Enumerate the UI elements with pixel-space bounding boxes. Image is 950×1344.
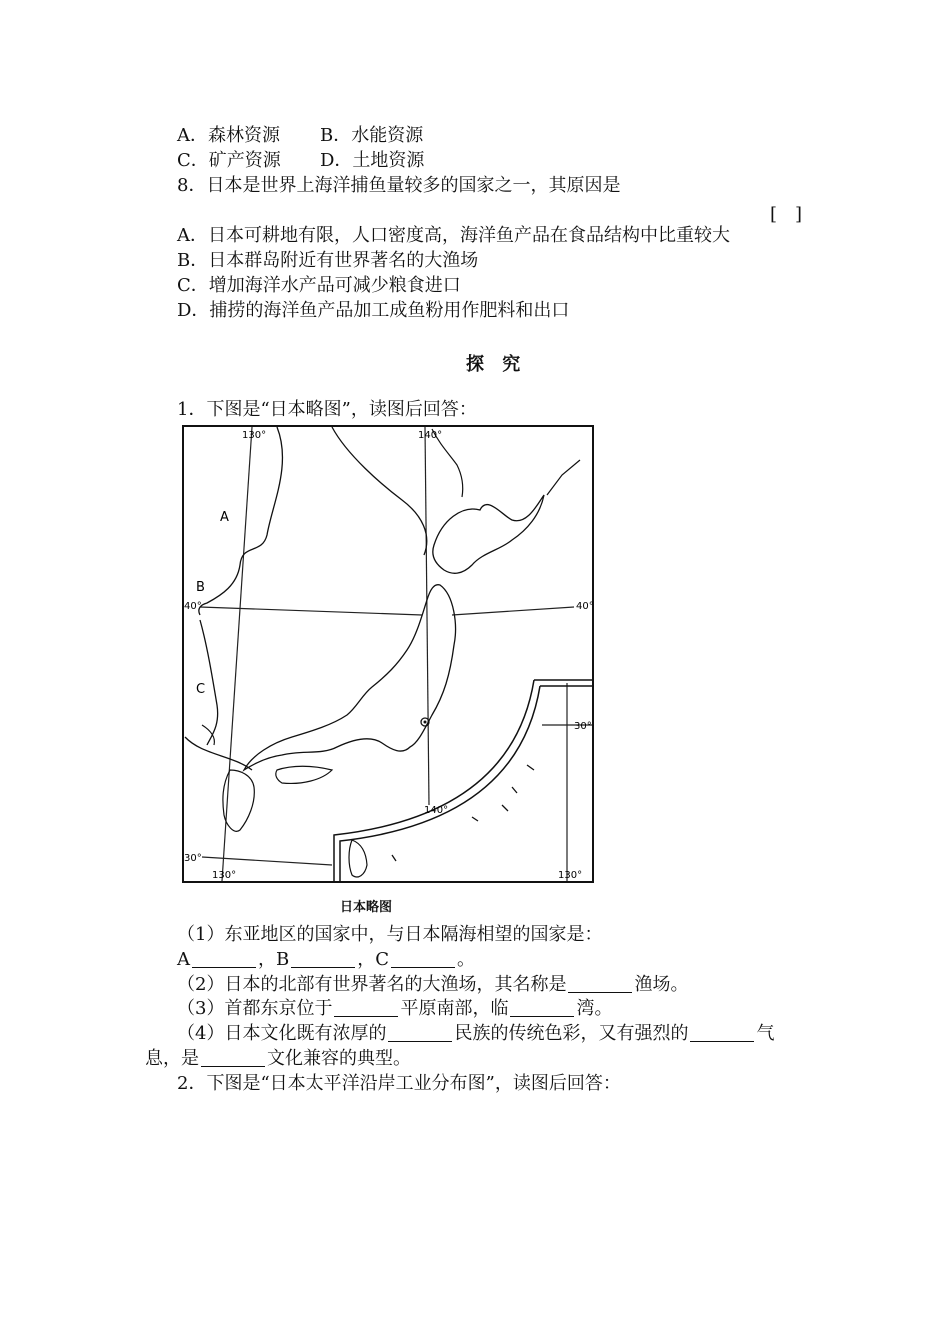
map-label-c: C [196,682,206,697]
coord-130-inset: 130° [558,870,583,881]
taiwan-outline [349,840,367,877]
blank-atmosphere[interactable] [690,1023,754,1042]
sub2-prefix: （2）日本的北部有世界著名的大渔场，其名称是 [177,974,567,995]
sub3-middle: 平原南部，临 [400,998,509,1019]
inset-border [334,680,592,882]
end-mark: 。 [457,949,476,970]
map-label-b: B [196,580,205,595]
coord-30-west: 30° [184,853,202,864]
q8-option-c: C．增加海洋水产品可减少粮食进口 [177,275,461,296]
label-b: ，B [258,949,290,970]
meridian-140 [425,427,429,805]
map-frame [183,426,593,882]
blank-b[interactable] [291,949,355,968]
e1-sub2 [177,973,688,997]
e1-sub3 [177,997,612,1021]
tokyo-marker-dot [424,721,427,724]
e1-sub1-stem: （1）东亚地区的国家中，与日本隔海相望的国家是： [177,924,603,945]
blank-c[interactable] [391,949,455,968]
sub3-prefix: （3）首都东京位于 [177,998,333,1019]
e1-stem: 1．下图是“日本略图”，读图后回答： [177,399,477,420]
continent-coastline [185,427,282,770]
q7-option-d: D．土地资源 [320,150,425,171]
label-a: A [177,949,190,970]
blank-a[interactable] [192,949,256,968]
parallel-40-west [200,607,422,615]
map-label-a: A [220,510,229,525]
label-c: ，C [357,949,390,970]
section-title: 探 究 [466,354,527,375]
blank-bay[interactable] [510,998,574,1017]
q8-option-d: D．捕捞的海洋鱼产品加工成鱼粉用作肥料和出口 [177,300,570,321]
coord-40-west: 40° [184,601,202,612]
coord-40-east: 40° [576,601,594,612]
coord-130-top: 130° [242,430,267,441]
ryukyu-islands [392,765,534,861]
sakhalin-region-coast [332,427,427,555]
e1-sub4 [177,1022,774,1046]
sub4-prefix: （4）日本文化既有浓厚的 [177,1023,387,1044]
sub4-middle: 民族的传统色彩，又有强烈的 [454,1023,689,1044]
blank-culture[interactable] [201,1048,265,1067]
sub4b-suffix: 文化兼容的典型。 [267,1048,411,1069]
parallel-30 [202,857,332,865]
blank-nation[interactable] [388,1023,452,1042]
e2-stem: 2．下图是“日本太平洋沿岸工业分布图”，读图后回答： [177,1073,621,1094]
map-caption: 日本略图 [340,900,393,915]
q7-option-a: A．森林资源 [177,125,280,146]
meridian-130-west [222,427,252,881]
coord-30-inset: 30° [574,721,592,732]
e1-sub1-answers [177,948,475,972]
sub3-suffix: 湾。 [576,998,613,1019]
blank-fishery[interactable] [568,974,632,993]
coord-140-top: 140° [418,430,443,441]
q8-option-a: A．日本可耕地有限，人口密度高，海洋鱼产品在食品结构中比重较大 [177,225,730,246]
inset-border-inner [340,686,592,882]
japan-sketch-map [182,425,594,885]
q8-answer-bracket: [ ] [770,204,803,225]
sub4b-prefix: 息，是 [145,1048,199,1069]
hokkaido-outline [433,495,544,573]
sub2-suffix: 渔场。 [634,974,689,995]
kuril-islands [547,460,580,495]
e1-sub4-continued [145,1047,411,1071]
sub4-end: 气 [756,1023,775,1044]
coord-130-bottom: 130° [212,870,237,881]
q8-option-b: B．日本群岛附近有世界著名的大渔场 [177,250,479,271]
q7-option-c: C．矿产资源 [177,150,281,171]
blank-plain[interactable] [334,998,398,1017]
q7-option-b: B．水能资源 [320,125,424,146]
q8-stem: 8．日本是世界上海洋捕鱼量较多的国家之一，其原因是 [177,175,621,196]
coord-140-bottom: 140° [424,805,449,816]
shikoku-outline [276,766,332,783]
parallel-40-east [452,607,574,615]
